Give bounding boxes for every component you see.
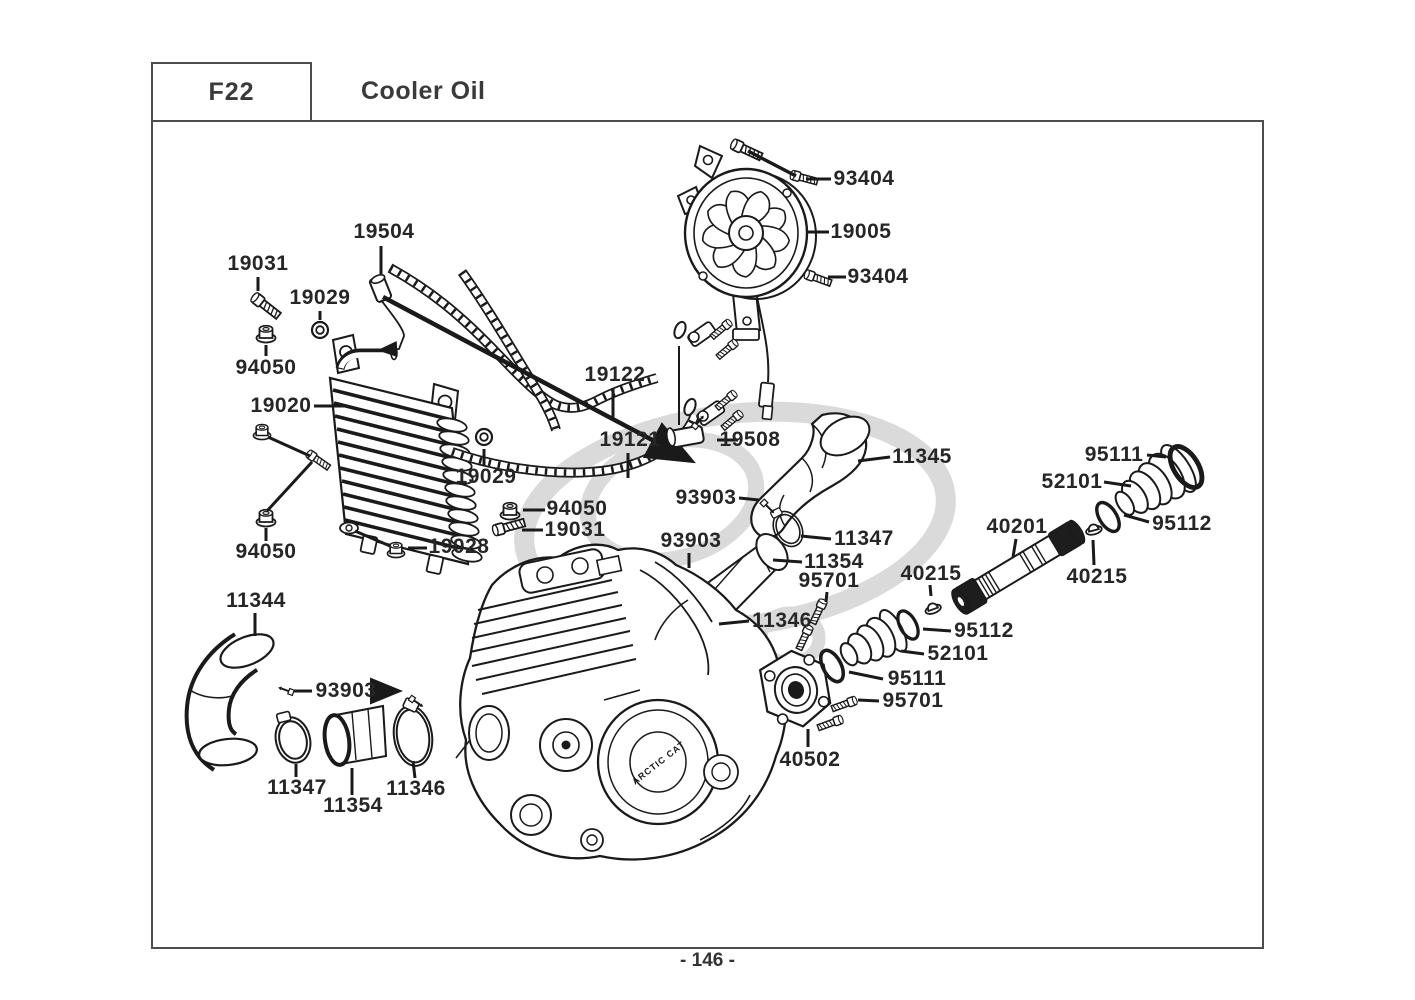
part-label-11354: 11354 — [804, 550, 864, 573]
part-label-19508: 19508 — [719, 428, 781, 451]
part-label-95701: 95701 — [882, 689, 944, 712]
part-label-11347: 11347 — [267, 776, 327, 799]
shaft-40201 — [949, 517, 1089, 616]
part-label-52101: 52101 — [1041, 470, 1103, 493]
section-code: F22 — [208, 77, 255, 106]
part-label-19122: 19122 — [584, 363, 646, 386]
part-label-19005: 19005 — [830, 220, 892, 243]
part-label-93903: 93903 — [315, 679, 377, 702]
part-label-93404: 93404 — [833, 167, 895, 190]
part-label-95701: 95701 — [798, 569, 860, 592]
part-label-40201: 40201 — [986, 515, 1048, 538]
part-label-95111: 95111 — [887, 667, 947, 690]
part-label-19028: 19028 — [428, 535, 490, 558]
part-label-19029: 19029 — [455, 465, 517, 488]
part-label-11346: 11346 — [752, 609, 812, 632]
part-label-19020: 19020 — [250, 394, 312, 417]
part-label-95112: 95112 — [954, 619, 1014, 642]
engine-cover-marking: ARCTIC CAT — [630, 739, 688, 787]
part-label-11346: 11346 — [386, 777, 446, 800]
part-label-93903: 93903 — [660, 529, 722, 552]
part-label-19031: 19031 — [544, 518, 606, 541]
part-label-40215: 40215 — [1066, 565, 1128, 588]
part-label-19121: 19121 — [599, 428, 661, 451]
part-label-40215: 40215 — [900, 562, 962, 585]
part-label-93903: 93903 — [675, 486, 737, 509]
elbow-hose-11344 — [190, 628, 278, 768]
part-label-93404: 93404 — [847, 265, 909, 288]
part-label-94050: 94050 — [235, 356, 297, 379]
part-label-11344: 11344 — [226, 589, 286, 612]
part-label-95112: 95112 — [1152, 512, 1212, 535]
part-label-11345: 11345 — [892, 445, 952, 468]
part-label-40502: 40502 — [779, 748, 841, 771]
part-label-11354: 11354 — [323, 794, 383, 817]
part-label-52101: 52101 — [927, 642, 989, 665]
part-label-94050: 94050 — [235, 540, 297, 563]
part-label-95111: 95111 — [1084, 443, 1144, 466]
part-label-19029: 19029 — [289, 286, 351, 309]
page-number: - 146 - — [680, 950, 735, 971]
part-label-94050: 94050 — [546, 497, 608, 520]
part-label-11347: 11347 — [834, 527, 894, 550]
page-title: Cooler Oil — [361, 77, 486, 105]
part-label-19504: 19504 — [353, 220, 415, 243]
cooling-fan-19005 — [678, 146, 816, 419]
part-label-19031: 19031 — [227, 252, 289, 275]
duct-clamp-set-bottom — [269, 685, 436, 769]
